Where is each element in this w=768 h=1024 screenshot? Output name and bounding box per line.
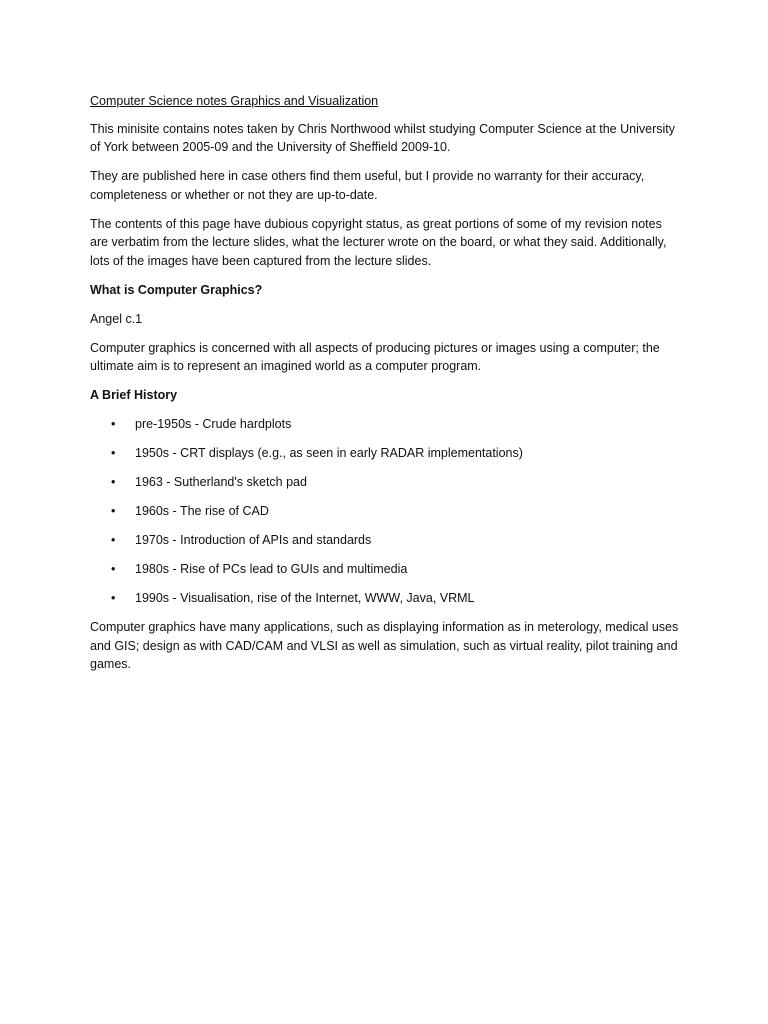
history-item-text: 1963 - Sutherland's sketch pad (135, 475, 307, 489)
document-page (90, 92, 680, 684)
intro-paragraph-1: This minisite contains notes taken by Chris Northwood whilst studying Computer Science at the University of York between 2005-09 and the University of Sheffield 2009-10. (90, 121, 675, 154)
applications-paragraph: Computer graphics have many applications, such as displaying information as in meterology, medical uses and GIS; design as with CAD/CAM and VLSI as well as simulation, such as virtual reality, pilot training and games. (90, 620, 679, 671)
definition-paragraph: Computer graphics is concerned with all aspects of producing pictures or images using a computer; the ultimate aim is to represent an imagined world as a computer program. (90, 340, 660, 373)
history-item-5 (90, 531, 680, 550)
bullet-icon: • (111, 446, 116, 460)
bullet-icon: • (111, 475, 116, 489)
bullet-icon: • (111, 591, 116, 605)
document-title: Computer Science notes Graphics and Visualization (90, 94, 379, 108)
history-item-6 (90, 560, 680, 579)
history-item-text: 1970s - Introduction of APIs and standards (135, 533, 372, 547)
history-item-1 (90, 415, 680, 434)
history-item-text: 1990s - Visualisation, rise of the Internet, WWW, Java, VRML (135, 591, 475, 605)
history-item-text: 1980s - Rise of PCs lead to GUIs and multimedia (135, 562, 408, 576)
bullet-icon: • (111, 417, 116, 431)
history-list (90, 415, 680, 608)
history-item-text: 1950s - CRT displays (e.g., as seen in early RADAR implementations) (135, 446, 523, 460)
history-item-text: pre-1950s - Crude hardplots (135, 417, 292, 431)
bullet-icon: • (111, 533, 116, 547)
history-item-7 (90, 589, 680, 608)
section-heading-brief-history: A Brief History (90, 388, 178, 402)
section-heading-what-is-graphics: What is Computer Graphics? (90, 282, 263, 297)
intro-paragraph-2: They are published here in case others find them useful, but I provide no warranty for their accuracy, completeness or whether or not they are up-to-date. (90, 169, 645, 202)
intro-paragraph-3: The contents of this page have dubious copyright status, as great portions of some of my revision notes are verbatim from the lecture slides, what the lecturer wrote on the board, or what they said. Additionally, lots of the images have been captured from the lecture slides. (90, 216, 667, 268)
history-item-text: 1960s - The rise of CAD (135, 504, 269, 518)
bullet-icon: • (111, 504, 116, 518)
history-item-2 (90, 444, 680, 463)
history-item-4 (90, 502, 680, 521)
history-item-3 (90, 473, 680, 492)
reference-text: Angel c.1 (90, 311, 143, 326)
bullet-icon: • (111, 562, 116, 576)
